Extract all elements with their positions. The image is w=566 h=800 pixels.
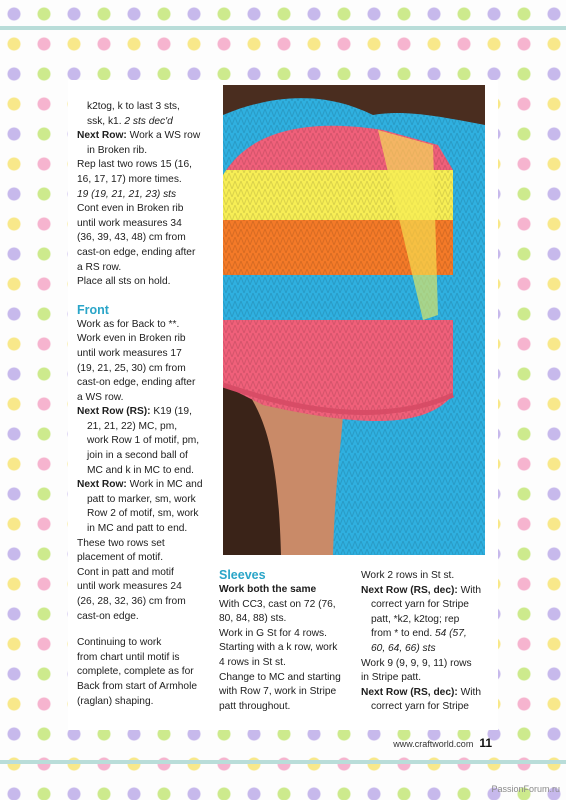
- text-line: (26, 28, 32, 36) cm from: [77, 596, 186, 607]
- text-span: ssk, k1.: [87, 115, 125, 127]
- text-line: a WS row.: [77, 391, 124, 403]
- text-line: Cont even in Broken rib: [77, 203, 184, 215]
- column-2: [219, 567, 359, 714]
- text-span: from * to end.: [371, 628, 435, 640]
- spacer: [77, 290, 222, 302]
- text-line: cast-on edge, ending after: [77, 377, 196, 389]
- text-span: K19 (19,: [150, 406, 192, 418]
- text-line: Work even in Broken rib: [77, 333, 186, 345]
- text-line: placement of motif.: [77, 552, 164, 564]
- text-line: Cont in patt and motif: [77, 566, 174, 578]
- text-line: Work 2 rows in St st.: [361, 570, 455, 581]
- instruction-row: [77, 478, 222, 493]
- text-line: until work measures 34: [77, 217, 182, 229]
- page-number: 11: [479, 736, 492, 750]
- spacer: [77, 624, 222, 636]
- text-line: 80, 84, 88) sts.: [219, 613, 287, 625]
- text-line: [77, 115, 222, 130]
- text-line: [361, 627, 496, 642]
- text-line: Work as for Back to **.: [77, 318, 180, 330]
- text-line: work Row 1 of motif, pm,: [87, 435, 200, 447]
- stitch-count: 54 (57,: [435, 628, 467, 640]
- text-line: correct yarn for Stripe: [371, 701, 469, 713]
- text-line: from chart until motif is: [77, 651, 180, 663]
- column-1: [77, 100, 222, 709]
- text-line: patt throughout.: [219, 700, 291, 712]
- text-line: 4 rows in St st.: [219, 656, 286, 668]
- sweater-illustration: [223, 85, 485, 555]
- row-label: Next Row (RS, dec):: [361, 584, 458, 596]
- stitch-count: 60, 64, 66) sts: [371, 642, 436, 654]
- watermark: PassionForum.ru: [491, 784, 560, 794]
- stitch-count: 19 (19, 21, 21, 23) sts: [77, 188, 177, 200]
- text-line: in MC and patt to end.: [87, 523, 188, 535]
- section-heading-sleeves: Sleeves: [219, 568, 266, 582]
- top-stripe: [0, 26, 566, 30]
- stitch-count: 2 sts dec'd: [124, 115, 173, 127]
- instruction-row: [361, 686, 496, 701]
- row-label: Next Row:: [77, 479, 127, 491]
- column-3: [361, 569, 496, 715]
- text-line: MC and k in MC to end.: [87, 464, 195, 476]
- text-line: Rep last two rows 15 (16,: [77, 159, 192, 171]
- row-label: Next Row (RS):: [77, 406, 151, 418]
- text-line: until work measures 24: [77, 581, 182, 593]
- instruction-row: [361, 584, 496, 599]
- text-line: Row 2 of motif, sm, work: [87, 508, 199, 520]
- text-line: 16, 17, 17) more times.: [77, 173, 182, 185]
- text-line: with Row 7, work in Stripe: [219, 686, 337, 698]
- text-line: (36, 39, 43, 48) cm from: [77, 232, 186, 244]
- row-label: Next Row (RS, dec):: [361, 686, 458, 698]
- text-span: With: [457, 686, 482, 698]
- text-span: With: [457, 584, 482, 596]
- sweater-photo: [223, 85, 485, 555]
- bottom-stripe: [0, 760, 566, 764]
- text-line: until work measures 17: [77, 347, 182, 359]
- text-line: (raglan) shaping.: [77, 695, 154, 707]
- text-line: Work 9 (9, 9, 9, 11) rows: [361, 657, 472, 669]
- text-line: k2tog, k to last 3 sts,: [87, 101, 180, 112]
- text-line: in Stripe patt.: [361, 672, 422, 684]
- text-line: Work in G St for 4 rows.: [219, 627, 327, 639]
- instruction-row: [77, 129, 222, 144]
- footer-url[interactable]: www.craftworld.com: [393, 739, 474, 749]
- text-line: cast-on edge.: [77, 610, 139, 622]
- text-line: complete, complete as for: [77, 666, 194, 678]
- text-line: Starting with a k row, work: [219, 642, 338, 654]
- text-line: 21, 21, 22) MC, pm,: [87, 420, 178, 432]
- text-line: in Broken rib.: [87, 144, 148, 156]
- text-line: Back from start of Armhole: [77, 680, 198, 692]
- text-line: patt, *k2, k2tog; rep: [371, 613, 460, 625]
- text-line: With CC3, cast on 72 (76,: [219, 598, 336, 610]
- text-line: a RS row.: [77, 261, 122, 273]
- text-line: These two rows set: [77, 537, 165, 549]
- row-label: Next Row:: [77, 130, 127, 142]
- text-line: (19, 21, 25, 30) cm from: [77, 362, 186, 374]
- text-span: Work a WS row: [126, 130, 201, 142]
- text-line: Continuing to work: [77, 637, 162, 649]
- page-footer: [393, 736, 492, 750]
- text-line: join in a second ball of: [87, 450, 188, 462]
- text-line: Place all sts on hold.: [77, 276, 171, 288]
- text-line: cast-on edge, ending after: [77, 246, 196, 258]
- text-line: patt to marker, sm, work: [87, 493, 196, 505]
- text-line: Change to MC and starting: [219, 671, 341, 683]
- section-heading-front: Front: [77, 302, 109, 317]
- instruction-row: [77, 405, 222, 420]
- subheading: Work both the same: [219, 584, 317, 595]
- text-span: Work in MC and: [126, 479, 203, 491]
- text-line: correct yarn for Stripe: [371, 599, 469, 611]
